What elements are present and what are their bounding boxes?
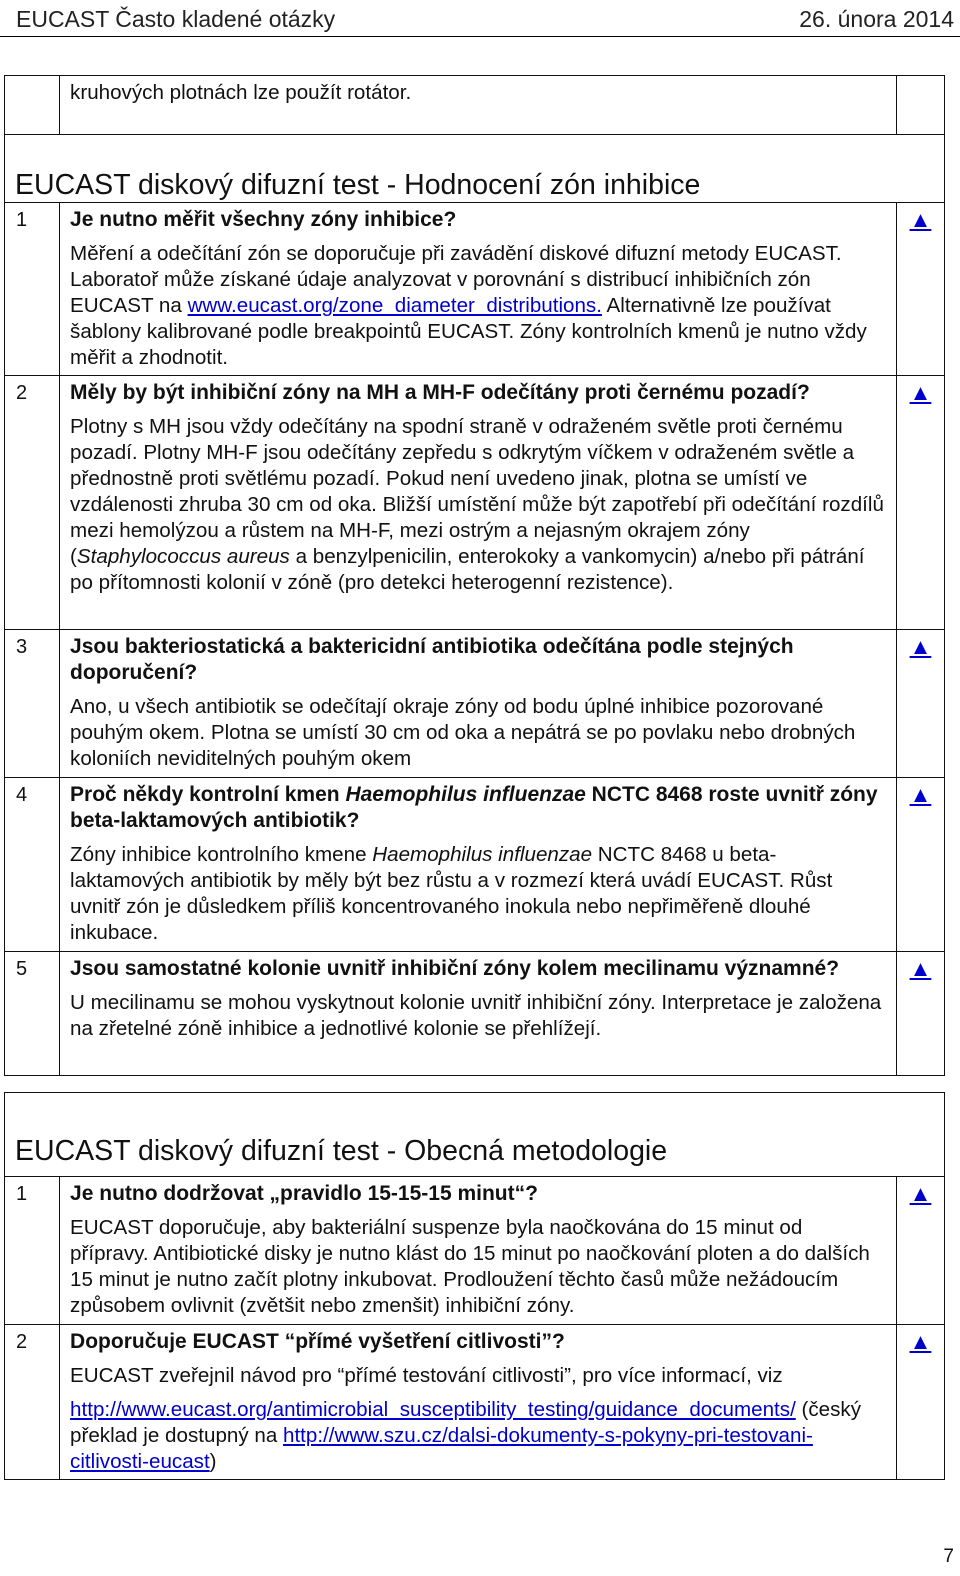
answer-text <box>60 1207 896 1323</box>
back-to-top-icon[interactable]: ▲ <box>909 782 932 807</box>
section-2-table <box>4 1092 945 1480</box>
question-text: Je nutno měřit všechny zóny inhibice? <box>70 208 457 231</box>
page-header <box>16 4 954 34</box>
question-part: Proč někdy kontrolní kmen <box>70 783 346 806</box>
faq-row <box>5 778 945 952</box>
answer-text <box>60 686 896 776</box>
faq-content <box>60 1177 897 1325</box>
link-cell <box>896 76 944 135</box>
answer-part: Ano, u všech antibiotik se odečítají okraje zóny od bodu úplné inhibice pozorované pouhým okem. Plotna se umístí 30 cm od oka a nepátrá se po povlaku nebo drobných koloniích neviditelných pouhým okem <box>70 695 856 770</box>
answer-part: U mecilinamu se mohou vyskytnout kolonie uvnitř inhibiční zóny. Interpretace je založena na zřetelné zóně inhibice a jednotlivé kolonie se přehlížejí. <box>70 991 882 1040</box>
question-text: Jsou samostatné kolonie uvnitř inhibiční zóny kolem mecilinamu významné? <box>70 957 840 980</box>
continuation-text: kruhových plotnách lze použít rotátor. <box>70 81 412 104</box>
link-cell <box>896 630 944 778</box>
answer-text <box>60 982 896 1046</box>
section-title-row <box>5 1093 945 1177</box>
page-number: 7 <box>943 1546 954 1567</box>
species-name: Haemophilus influenzae <box>345 783 586 806</box>
zone-distributions-link[interactable]: www.eucast.org/zone_diameter_distributions. <box>187 294 602 317</box>
faq-content <box>60 778 897 952</box>
faq-content <box>60 1325 897 1480</box>
back-to-top-icon[interactable]: ▲ <box>909 1329 932 1354</box>
continuation-cell <box>60 76 897 135</box>
answer-text <box>60 834 896 950</box>
section-1-table <box>4 133 945 1076</box>
answer-part: (český překlad je dostupný na <box>70 1398 862 1447</box>
faq-row <box>5 952 945 1076</box>
question-text: Jsou bakteriostatická a baktericidní antibiotika odečítána podle stejných doporučení? <box>70 635 794 684</box>
question-number: 1 <box>5 1177 60 1325</box>
answer-part: a benzylpenicilin, enterokoky a vankomycin) a/nebo při pátrání po přítomnosti kolonií v zóně (pro detekci heterogenní rezistence). <box>70 545 865 594</box>
back-to-top-icon[interactable]: ▲ <box>909 956 932 981</box>
guidance-documents-link[interactable]: http://www.eucast.org/antimicrobial_susceptibility_testing/guidance_documents/ <box>70 1398 796 1421</box>
continuation-row <box>5 76 945 135</box>
question-number: 4 <box>5 778 60 952</box>
question-number: 5 <box>5 952 60 1076</box>
faq-content <box>60 952 897 1076</box>
answer-text <box>60 1355 896 1479</box>
back-to-top-icon[interactable]: ▲ <box>909 1181 932 1206</box>
question-text: Měly by být inhibiční zóny na MH a MH-F odečítány proti černému pozadí? <box>70 381 810 404</box>
answer-part: Zóny inhibice kontrolního kmene <box>70 843 373 866</box>
back-to-top-icon[interactable]: ▲ <box>909 634 932 659</box>
species-name: Staphylococcus aureus <box>76 545 290 568</box>
header-rule <box>0 36 960 37</box>
species-name: Haemophilus influenzae <box>372 843 593 866</box>
section-title: EUCAST diskový difuzní test - Obecná metodologie <box>5 1093 945 1177</box>
question-number: 3 <box>5 630 60 778</box>
header-title: EUCAST Často kladené otázky <box>16 5 336 32</box>
question-text: Doporučuje EUCAST “přímé vyšetření citlivosti”? <box>70 1330 565 1353</box>
question-number: 2 <box>5 1325 60 1480</box>
num-cell <box>5 76 60 135</box>
back-to-top-icon[interactable]: ▲ <box>909 380 932 405</box>
question-part: NCTC 8468 roste uvnitř zóny beta-laktamových antibiotik? <box>70 783 878 832</box>
faq-content <box>60 630 897 778</box>
szu-translation-link[interactable]: http://www.szu.cz/dalsi-dokumenty-s-pokyny-pri-testovani-citlivosti-eucast <box>70 1424 813 1473</box>
answer-part: Plotny s MH jsou vždy odečítány na spodní straně v odraženém světle proti černému pozadí. Plotny MH-F jsou odečítány zepředu s odkrytým víčkem v odraženém světle a přednostně proti světlému pozadí. Pokud není uvedeno jinak, plotna se umístí ve vzdálenosti zhruba 30 cm od oka. Bližší umístění může být zapotřebí při odečítání rozdílů mezi hemolýzou a růstem na MH-F, mezi ostrým a nejasným okrajem zóny ( <box>70 415 884 568</box>
link-cell <box>896 376 944 630</box>
faq-row <box>5 630 945 778</box>
answer-part: NCTC 8468 u beta-laktamových antibiotik by měly být bez růstu a v rozmezí která uvádí EUCAST. Růst uvnitř zón je důsledkem příliš koncentrovaného inokula nebo nepřiměřeně dlouhé inkubace. <box>70 843 833 944</box>
answer-part: ) <box>209 1450 217 1473</box>
answer-text <box>60 233 896 375</box>
link-cell <box>896 952 944 1076</box>
answer-part: Alternativně lze používat šablony kalibrované podle breakpointů EUCAST. Zóny kontrolních kmenů je nutno vždy měřit a zhodnotit. <box>70 294 867 369</box>
faq-row <box>5 1177 945 1325</box>
continuation-table <box>4 75 945 135</box>
question-number: 2 <box>5 376 60 630</box>
answer-part: EUCAST doporučuje, aby bakteriální suspenze byla naočkována do 15 minut od přípravy. Antibiotické disky je nutno klást do 15 minut po naočkování ploten a do dalších 15 minut je nutno začít plotny inkubovat. Prodloužení těchto časů může nežádoucím způsobem ovlivnit (zvětšit nebo zmenšit) inhibiční zóny. <box>70 1216 870 1317</box>
section-title: EUCAST diskový difuzní test - Hodnocení zón inhibice <box>5 133 945 203</box>
answer-text <box>60 406 896 600</box>
question-text <box>60 778 896 834</box>
faq-row <box>5 203 945 376</box>
link-cell <box>896 778 944 952</box>
link-cell <box>896 1177 944 1325</box>
back-to-top-icon[interactable]: ▲ <box>909 207 932 232</box>
faq-content <box>60 203 897 376</box>
answer-part: EUCAST zveřejnil návod pro “přímé testování citlivosti”, pro více informací, viz <box>70 1364 783 1387</box>
question-number: 1 <box>5 203 60 376</box>
link-cell <box>896 1325 944 1480</box>
faq-row <box>5 376 945 630</box>
header-date: 26. února 2014 <box>799 5 954 32</box>
faq-row <box>5 1325 945 1480</box>
answer-part: Měření a odečítání zón se doporučuje při zavádění diskové difuzní metody EUCAST. Laboratoř může získané údaje analyzovat v porovnání s distribucí inhibičních zón EUCAST na <box>70 242 842 317</box>
faq-content <box>60 376 897 630</box>
link-cell <box>896 203 944 376</box>
section-title-row <box>5 133 945 203</box>
question-text: Je nutno dodržovat „pravidlo 15-15-15 minut“? <box>70 1182 538 1205</box>
